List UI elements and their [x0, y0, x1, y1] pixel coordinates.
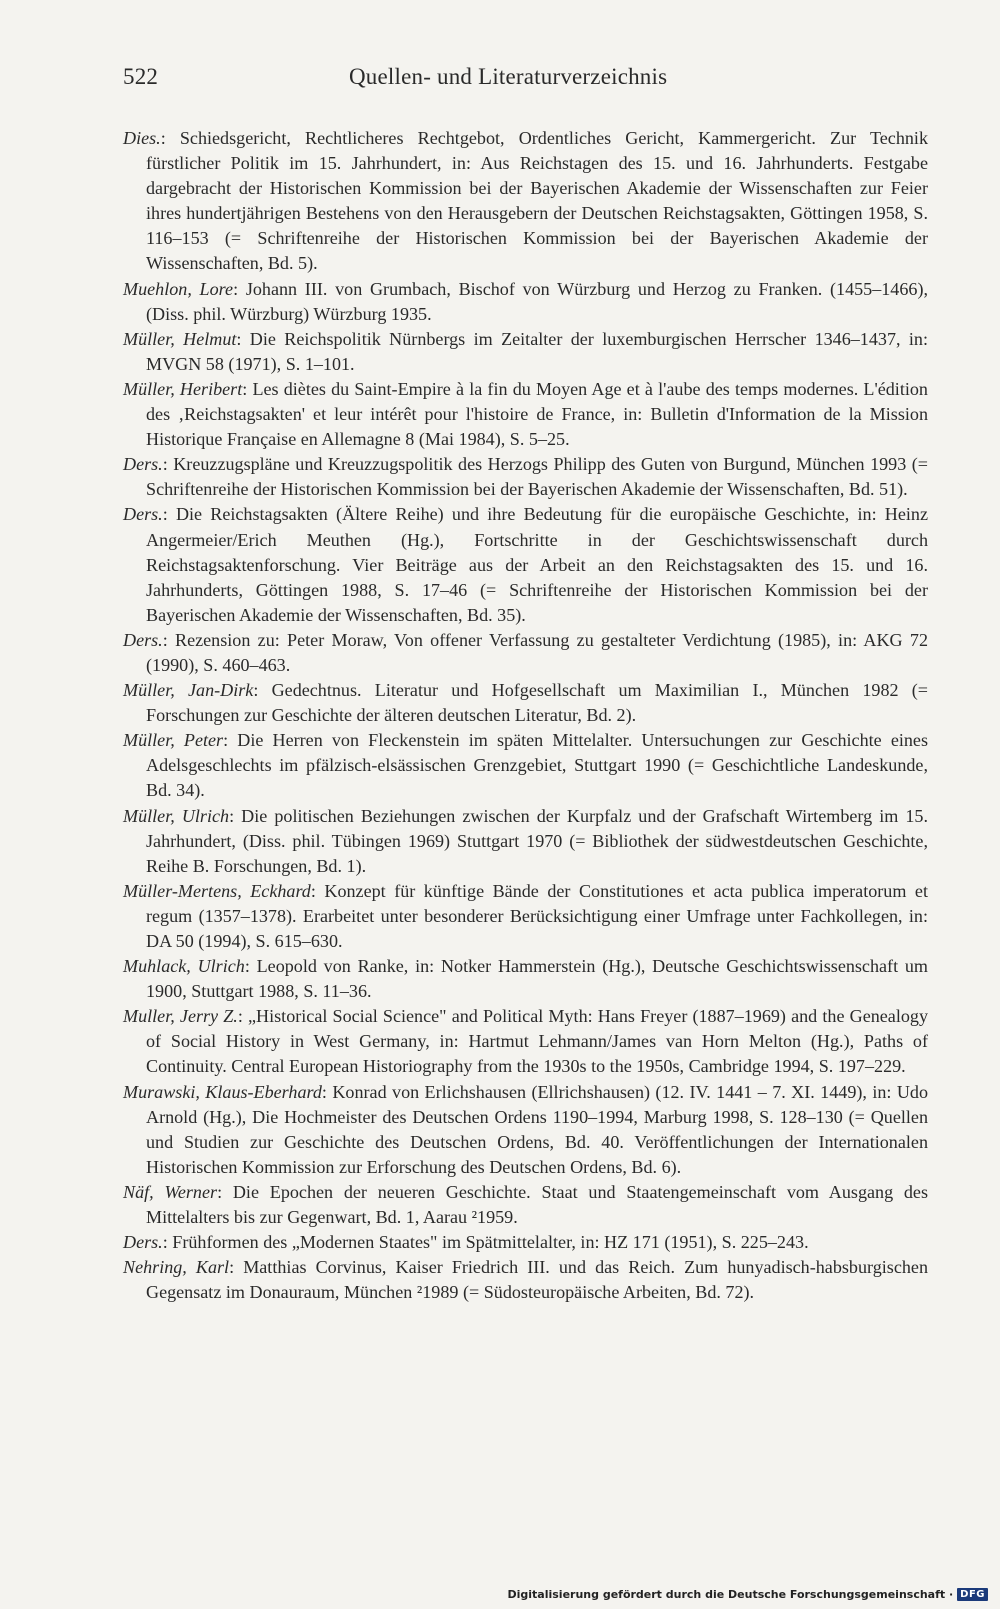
entry-author: Muehlon, Lore [123, 278, 234, 299]
entry-author: Müller, Ulrich [123, 805, 230, 826]
digitization-footer [507, 1588, 988, 1601]
entry-text: : Matthias Corvinus, Kaiser Friedrich III. und das Reich. Zum hunyadisch-habsburgischen Gegensatz im Donauraum, München ²1989 (= Südosteuropäische Arbeiten, Bd. 72). [146, 1257, 928, 1303]
entry-author: Näf, Werner [123, 1181, 218, 1202]
entry-text: : Die Epochen der neueren Geschichte. Staat und Staatengemeinschaft vom Ausgang des Mittelalters bis zur Gegenwart, Bd. 1, Aarau ²1959. [146, 1181, 929, 1228]
entry-text: : Frühformen des „Modernen Staates" im Spätmittelalter, in: HZ 171 (1951), S. 225–243. [162, 1232, 809, 1253]
bibliography-entry [123, 1180, 928, 1230]
page-header [123, 64, 935, 98]
entry-author: Dies. [123, 128, 161, 148]
entry-text: : Gedechtnus. Literatur und Hofgesellschaft um Maximilian I., München 1982 (= Forschungen zur Geschichte der älteren deutschen Literatur, Bd. 2). [146, 680, 928, 726]
bibliography-entry [123, 628, 928, 678]
entry-text: : Konrad von Erlichshausen (Ellrichshausen) (12. IV. 1441 – 7. XI. 1449), in: Udo Arnold (Hg.), Die Hochmeister des Deutschen Ordens 1190–1994, Marburg 1998, S. 128–130 (= Quellen und Studien zur Geschichte des Deutschen Ordens, Bd. 40. Veröffentlichungen der Internationalen Historischen Kommission zur Erforschung des Deutschen Ordens, Bd. 6). [146, 1081, 928, 1177]
entry-author: Müller, Jan-Dirk [123, 680, 254, 701]
entry-author: Ders. [123, 504, 163, 525]
entry-author: Ders. [123, 454, 163, 475]
entry-text: : Les diètes du Saint-Empire à la fin du Moyen Age et à l'aube des temps modernes. L'édition des ‚Reichstagsakten' et leur intérêt pour l'histoire de France, in: Bulletin d'Information de la Mission Historique Française en Allemagne 8 (Mai 1984), S. 5–25. [146, 378, 928, 450]
bibliography-entry [123, 678, 928, 728]
footer-credit: Digitalisierung gefördert durch die Deutsche Forschungsgemeinschaft · [507, 1588, 954, 1601]
bibliography-entry [123, 126, 928, 277]
bibliography-entry [123, 1080, 928, 1180]
dfg-logo: DFG [957, 1588, 988, 1601]
entry-text: : Die politischen Beziehungen zwischen der Kurpfalz und der Grafschaft Wirtemberg im 15. Jahrhundert, (Diss. phil. Tübingen 1969) Stuttgart 1970 (= Bibliothek der südwestdeutschen Geschichte, Reihe B. Forschungen, Bd. 1). [146, 805, 928, 876]
entry-text: : Leopold von Ranke, in: Notker Hammerstein (Hg.), Deutsche Geschichtswissenschaft um 1900, Stuttgart 1988, S. 11–36. [146, 956, 928, 1002]
bibliography-list [123, 126, 928, 1305]
entry-author: Müller, Peter [123, 730, 224, 751]
bibliography-entry [123, 879, 928, 954]
bibliography-entry [123, 1230, 928, 1255]
entry-author: Murawski, Klaus-Eberhard [123, 1081, 322, 1102]
entry-author: Muller, Jerry Z. [123, 1006, 238, 1027]
bibliography-entry [123, 1255, 928, 1305]
entry-author: Nehring, Karl [123, 1257, 230, 1278]
bibliography-entry [123, 452, 928, 502]
bibliography-entry [123, 377, 928, 452]
entry-author: Müller-Mertens, Eckhard [123, 880, 311, 901]
entry-author: Muhlack, Ulrich [123, 956, 245, 977]
entry-text: : Die Herren von Fleckenstein im späten Mittelalter. Untersuchungen zur Geschichte eines Adelsgeschlechts im pfälzisch-elsässischen Grenzgebiet, Stuttgart 1990 (= Geschichtliche Landeskunde, Bd. 34). [146, 730, 929, 801]
bibliography-entry [123, 804, 928, 879]
bibliography-entry [123, 502, 928, 627]
bibliography-entry [123, 954, 928, 1004]
bibliography-entry [123, 728, 928, 803]
entry-author: Müller, Heribert [123, 378, 243, 399]
running-title: Quellen- und Literaturverzeichnis [349, 64, 668, 89]
entry-text: : Rezension zu: Peter Moraw, Von offener Verfassung zu gestalteter Verdichtung (1985), in: AKG 72 (1990), S. 460–463. [146, 629, 928, 675]
entry-text: : Die Reichspolitik Nürnbergs im Zeitalter der luxemburgischen Herrscher 1346–1437, in: MVGN 58 (1971), S. 1–101. [146, 328, 928, 374]
bibliography-entry [123, 327, 928, 377]
page-number: 522 [123, 64, 159, 89]
entry-text: : Schiedsgericht, Rechtlicheres Rechtgebot, Ordentliches Gericht, Kammergericht. Zur Technik fürstlicher Politik im 15. Jahrhundert, in: Aus Reichstagen des 15. und 16. Jahrhunderts. Festgabe dargebracht der Historischen Kommission bei der Bayerischen Akademie der Wissenschaften zur Feier ihres hundertjährigen Bestehens von den Herausgebern der Deutschen Reichstagsakten, Göttingen 1958, S. 116–153 (= Schriftenreihe der Historischen Kommission bei der Bayerischen Akademie der Wissenschaften, Bd. 5). [146, 128, 928, 274]
entry-text: : Kreuzzugspläne und Kreuzzugspolitik des Herzogs Philipp des Guten von Burgund, München 1993 (= Schriftenreihe der Historischen Kommission bei der Bayerischen Akademie der Wissenschaften, Bd. 51). [146, 454, 928, 500]
entry-author: Ders. [123, 1232, 163, 1253]
entry-text: : „Historical Social Science" and Political Myth: Hans Freyer (1887–1969) and the Genealogy of Social History in West Germany, in: Hartmut Lehmann/James van Horn Melton (Hg.), Paths of Continuity. Central European Historiography from the 1930s to the 1950s, Cambridge 1994, S. 197–229. [146, 1006, 929, 1077]
bibliography-entry [123, 277, 928, 327]
entry-text: : Konzept für künftige Bände der Constitutiones et acta publica imperatorum et regum (1357–1378). Erarbeitet unter besonderer Berücksichtigung einer Umfrage unter Fachkollegen, in: DA 50 (1994), S. 615–630. [146, 880, 928, 951]
entry-text: : Johann III. von Grumbach, Bischof von Würzburg und Herzog zu Franken. (1455–1466), (Diss. phil. Würzburg) Würzburg 1935. [146, 278, 928, 324]
entry-text: : Die Reichstagsakten (Ältere Reihe) und ihre Bedeutung für die europäische Geschichte, in: Heinz Angermeier/Erich Meuthen (Hg.), Fortschritte in der Geschichtswissenschaft durch Reichstagsaktenforschung. Vier Beiträge aus der Arbeit an den Reichstagsakten des 15. und 16. Jahrhunderts, Göttingen 1988, S. 17–46 (= Schriftenreihe der Historischen Kommission bei der Bayerischen Akademie der Wissenschaften, Bd. 35). [146, 504, 928, 625]
entry-author: Müller, Helmut [123, 328, 237, 349]
entry-author: Ders. [123, 629, 163, 650]
bibliography-entry [123, 1004, 928, 1079]
